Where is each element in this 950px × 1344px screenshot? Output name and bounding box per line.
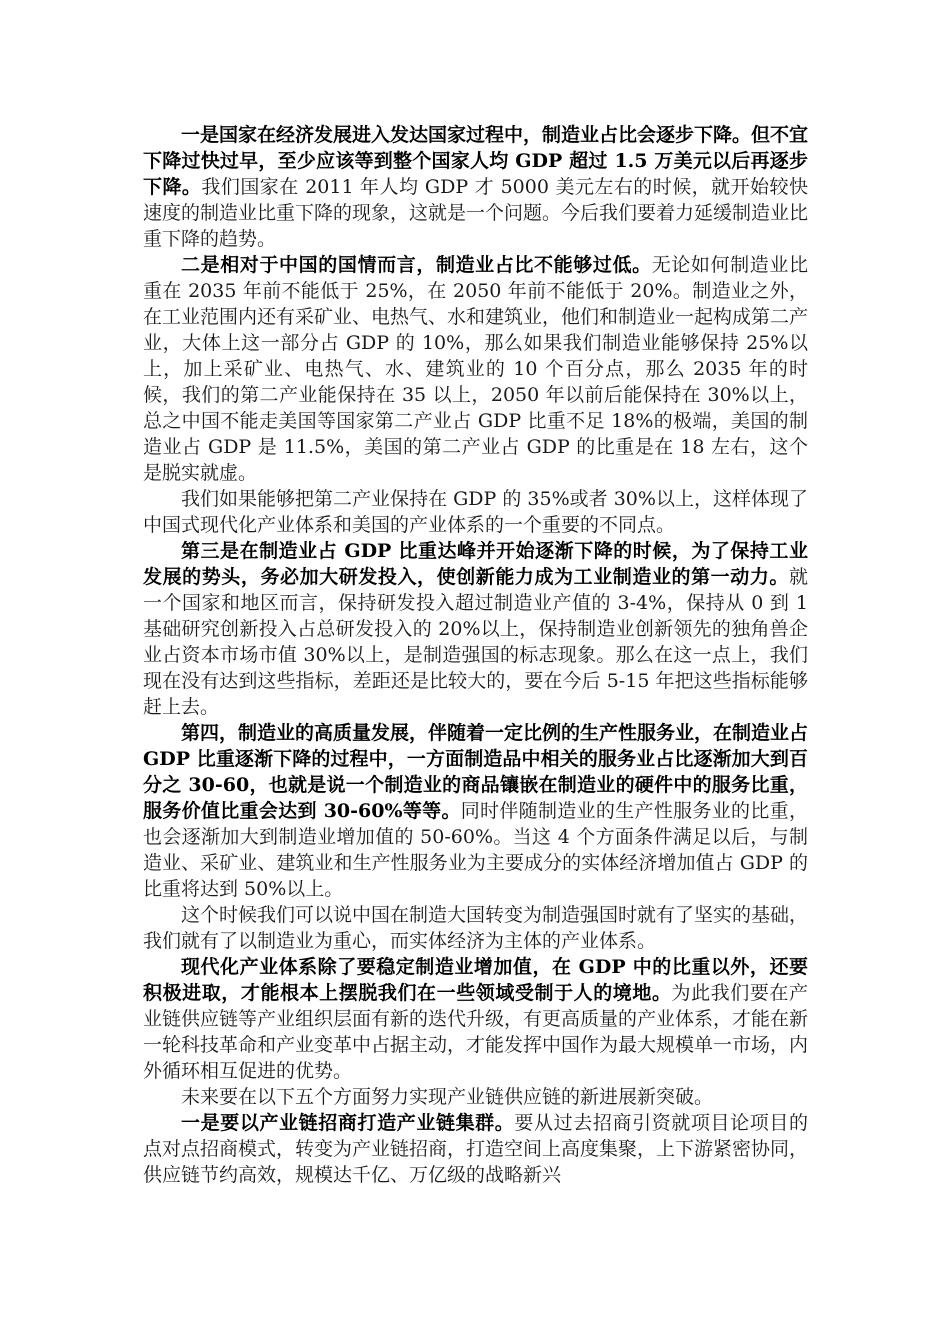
paragraph-9 [143,1110,808,1188]
paragraph-9-text: 要从过去招商引资就项目论项目的点对点招商模式，转变为产业链招商，打造空间上高度集聚，上下游紧密协同，供应链节约高效，规模达千亿、万亿级的战略新兴 [143,1112,809,1186]
paragraph-2-text: 无论如何制造业比重在 2035 年前不能低于 25%，在 2050 年前不能低于 20%。制造业之外，在工业范围内还有采矿业、电热气、水和建筑业，他们和制造业一起构成第二产业，大体上这一部分占 GDP 的 10%，那么如果我们制造业能够保持 25%以上，加上采矿业、电热气、水、建筑业的 10 个百分点，那么 2035 年的时候，我们的第二产业能保持在 35 以上，2050 年以前后能保持在 30%以上，总之中国不能走美国等国家第二产业占 GDP 比重不足 18%的极端，美国的制造业占 GDP 是 11.5%，美国的第二产业占 GDP 的比重是在 18 左右，这个是脱实就虚。 [143,254,809,484]
paragraph-2-bold: 二是相对于中国的国情而言，制造业占比不能够过低。 [181,254,652,276]
paragraph-5-text: 同时伴随制造业的生产性服务业的比重，也会逐渐加大到制造业增加值的 50-60%。当这 4 个方面条件满足以后，与制造业、采矿业、建筑业和生产性服务业为主要成分的实体经济增加值占 GDP 的比重将达到 50%以上。 [143,800,808,900]
paragraph-4-text: 就一个国家和地区而言，保持研发投入超过制造业产值的 3-4%，保持从 0 到 1 基础研究创新投入占总研发投入的 20%以上，保持制造业创新领先的独角兽企业占资本市场市值 30%以上，是制造强国的标志现象。那么在这一点上，我们现在没有达到这些指标，差距还是比较大的，要在今后 5-15 年把这些指标能够赶上去。 [143,566,808,718]
paragraph-1-bold: 一是国家在经济发展进入发达国家过程中，制造业占比会逐步下降。但不宜下降过快过早，至少应该等到整个国家人均 GDP 超过 1.5 万美元以后再逐步下降。 [143,124,809,198]
paragraph-4 [143,538,808,720]
paragraph-7 [143,954,808,1084]
paragraph-7-bold: 现代化产业体系除了要稳定制造业增加值，在 GDP 中的比重以外，还要积极进取，才能根本上摆脱我们在一些领域受制于人的境地。 [143,956,808,1004]
document-body [143,122,808,1188]
paragraph-3 [143,486,808,538]
paragraph-8 [143,1084,808,1110]
paragraph-6 [143,902,808,954]
paragraph-8-text: 未来要在以下五个方面努力实现产业链供应链的新进展新突破。 [181,1086,714,1108]
paragraph-9-bold: 一是要以产业链招商打造产业链集群。 [181,1112,515,1134]
paragraph-1 [143,122,808,252]
paragraph-3-text: 我们如果能够把第二产业保持在 GDP 的 35%或者 30%以上，这样体现了中国式现代化产业体系和美国的产业体系的一个重要的不同点。 [143,488,808,536]
paragraph-5-bold: 第四，制造业的高质量发展，伴随着一定比例的生产性服务业，在制造业占 GDP 比重逐渐下降的过程中，一方面制造品中相关的服务业占比逐渐加大到百分之 30-60，也就是说一个制造业的商品镶嵌在制造业的硬件中的服务比重，服务价值比重会达到 30-60%等等。 [143,722,809,822]
paragraph-4-bold: 第三是在制造业占 GDP 比重达峰并开始逐渐下降的时候，为了保持工业发展的势头，务必加大研发投入，使创新能力成为工业制造业的第一动力。 [143,540,808,588]
paragraph-5 [143,720,808,902]
paragraph-7-text: 为此我们要在产业链供应链等产业组织层面有新的迭代升级，有更高质量的产业体系，才能在新一轮科技革命和产业变革中占据主动，才能发挥中国作为最大规模单一市场，内外循环相互促进的优势。 [143,982,809,1082]
paragraph-6-text: 这个时候我们可以说中国在制造大国转变为制造强国时就有了坚实的基础，我们就有了以制造业为重心，而实体经济为主体的产业体系。 [143,904,809,952]
paragraph-1-text: 我们国家在 2011 年人均 GDP 才 5000 美元左右的时候，就开始较快速度的制造业比重下降的现象，这就是一个问题。今后我们要着力延缓制造业比重下降的趋势。 [143,176,809,250]
paragraph-2 [143,252,808,486]
